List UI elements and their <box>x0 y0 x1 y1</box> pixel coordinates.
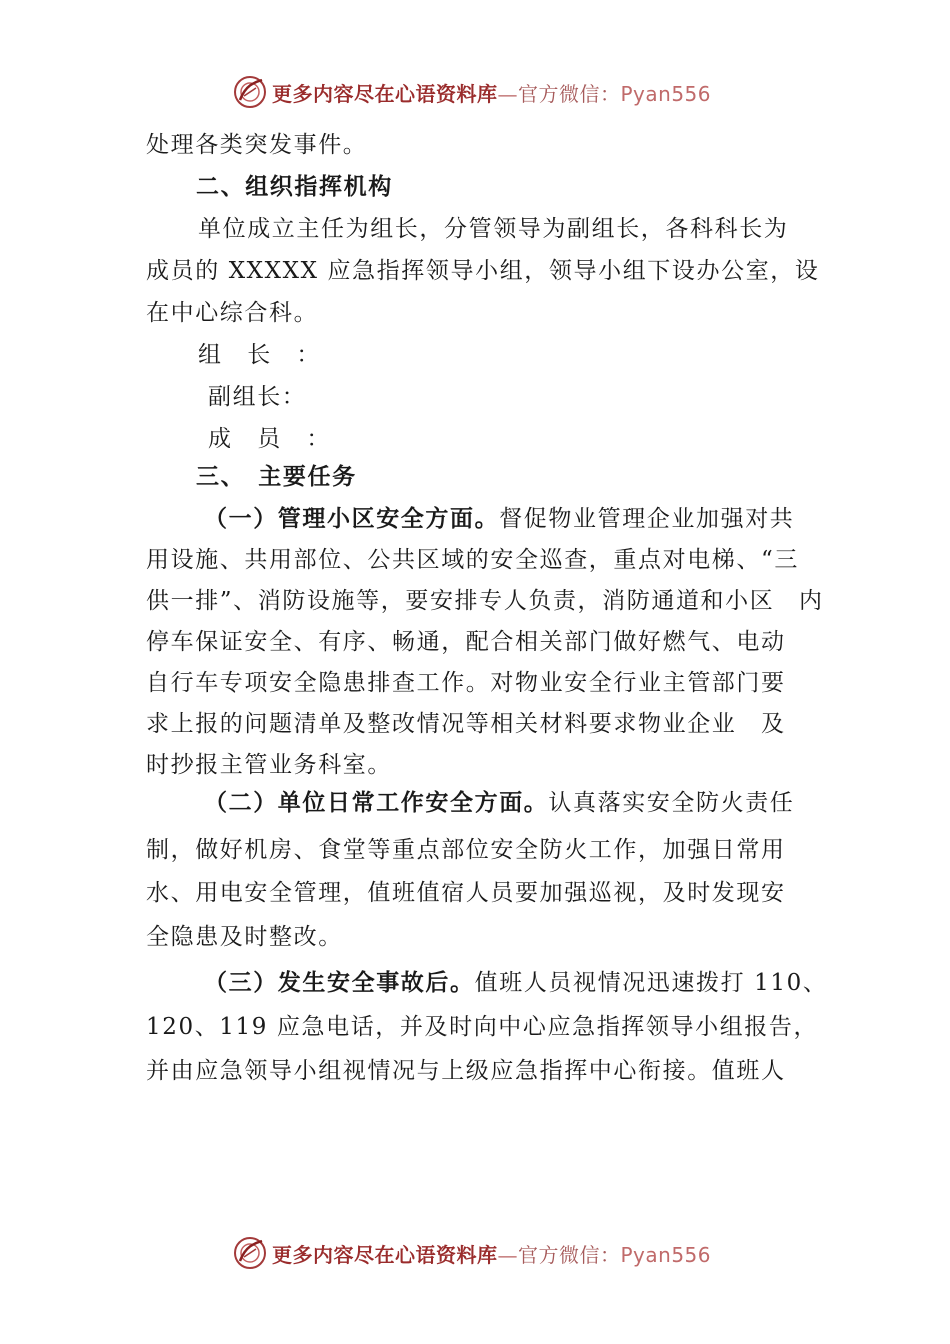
watermark-wechat-id: Pyan556 <box>620 1242 712 1267</box>
paragraph-line: 在中心综合科。 <box>146 300 319 326</box>
paragraph-line: 处理各类突发事件。 <box>146 132 368 158</box>
paragraph-line: 自行车专项安全隐患排查工作。对物业安全行业主管部门要 <box>146 670 786 696</box>
paragraph-line: 停车保证安全、有序、畅通，配合相关部门做好燃气、电动 <box>146 629 786 655</box>
item-3-title: （三）发生安全事故后。 <box>204 970 475 996</box>
watermark-wechat-label: 官方微信： <box>518 81 621 106</box>
watermark-wechat-label: 官方微信： <box>518 1242 621 1267</box>
item-1-text: 督促物业管理企业加强对共 <box>499 506 795 532</box>
watermark-logo-icon <box>232 74 268 110</box>
item-1-title: （一）管理小区安全方面。 <box>204 506 500 532</box>
paragraph-line <box>204 788 794 818</box>
paragraph-line: 时抄报主管业务科室。 <box>146 752 392 778</box>
paragraph-line: 单位成立主任为组长，分管领导为副组长，各科科长为 <box>198 216 789 242</box>
paragraph-line: 120、119 应急电话，并及时向中心应急指挥领导小组报告， <box>146 1014 819 1040</box>
deputy-leader-label: 副组长： <box>208 384 307 410</box>
paragraph-line: 求上报的问题清单及整改情况等相关材料要求物业企业 及 <box>146 711 786 737</box>
footer-watermark <box>232 1233 752 1273</box>
header-watermark <box>232 72 752 112</box>
paragraph-line: 制，做好机房、食堂等重点部位安全防火工作，加强日常用 <box>146 837 786 863</box>
paragraph-line <box>204 504 794 534</box>
item-2-text: 认真落实安全防火责任 <box>548 790 795 816</box>
watermark-brand: 更多内容尽在心语资料库 <box>272 1242 498 1267</box>
section-heading-3: 三、 主要任务 <box>196 464 357 490</box>
paragraph-line: 并由应急领导小组视情况与上级应急指挥中心衔接。值班人 <box>146 1058 786 1084</box>
section-heading-2: 二、组织指挥机构 <box>196 174 393 200</box>
paragraph-line: 水、用电安全管理，值班值宿人员要加强巡视，及时发现安 <box>146 880 786 906</box>
group-leader-label: 组 长 ： <box>198 342 321 368</box>
item-3-text: 值班人员视情况迅速拨打 110、 <box>474 970 828 996</box>
watermark-wechat-id: Pyan556 <box>620 81 712 106</box>
watermark-dash: — <box>497 1242 518 1267</box>
watermark-brand: 更多内容尽在心语资料库 <box>272 81 498 106</box>
item-2-title: （二）单位日常工作安全方面。 <box>204 790 549 816</box>
paragraph-line: 用设施、共用部位、公共区域的安全巡查，重点对电梯、“三 <box>146 547 799 573</box>
watermark-logo-icon <box>232 1235 268 1271</box>
paragraph-line: 成员的 XXXXX 应急指挥领导小组，领导小组下设办公室，设 <box>146 258 820 284</box>
paragraph-line: 供一排”、消防设施等，要安排专人负责，消防通道和小区 内 <box>146 588 824 614</box>
paragraph-line: 全隐患及时整改。 <box>146 924 343 950</box>
members-label: 成 员 ： <box>208 426 331 452</box>
watermark-dash: — <box>497 81 518 106</box>
paragraph-line <box>204 968 827 998</box>
